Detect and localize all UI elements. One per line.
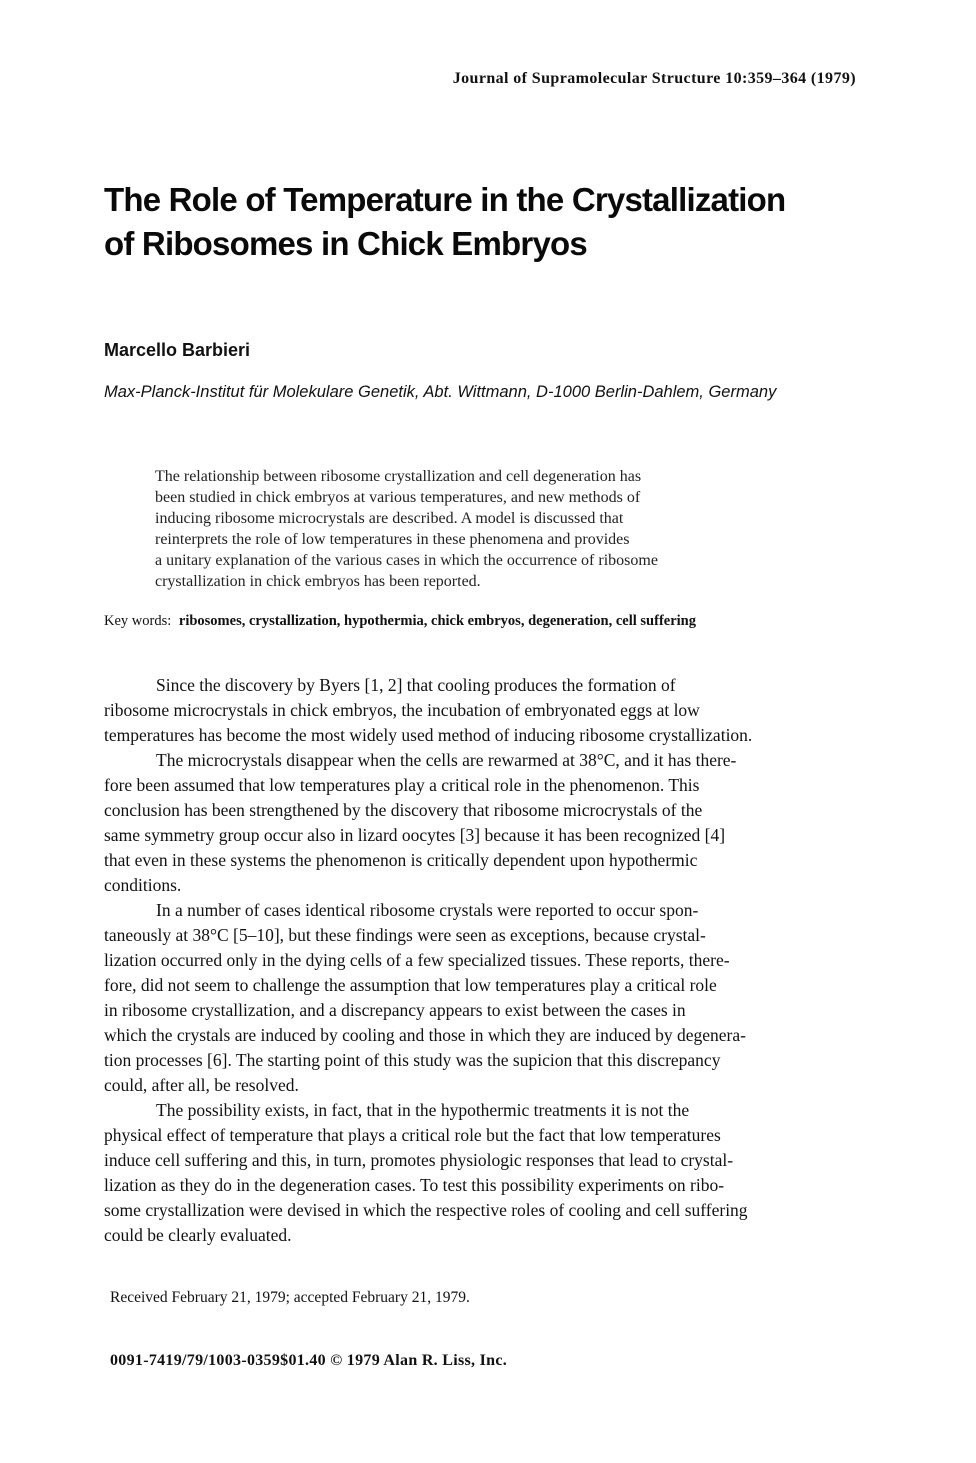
body-line: could, after all, be resolved.	[104, 1075, 299, 1095]
body-line: lization as they do in the degeneration cases. To test this possibility experiments on ribo-	[104, 1175, 725, 1195]
article-title: The Role of Temperature in the Crystallization of Ribosomes in Chick Embryos	[104, 181, 786, 262]
body-line: physical effect of temperature that plays a critical role but the fact that low temperatures	[104, 1125, 721, 1145]
journal-header: Journal of Supramolecular Structure 10:359–364 (1979)	[452, 70, 856, 87]
body-line: in ribosome crystallization, and a discrepancy appears to exist between the cases in	[104, 1000, 686, 1020]
body-line: conditions.	[104, 875, 182, 895]
body-line: Since the discovery by Byers [1, 2] that cooling produces the formation of	[156, 675, 676, 695]
body-line: that even in these systems the phenomenon is critically dependent upon hypothermic	[104, 850, 698, 870]
keywords	[104, 613, 884, 630]
body-line: temperatures has become the most widely used method of inducing ribosome crystallization.	[104, 725, 753, 745]
body-line: The possibility exists, in fact, that in the hypothermic treatments it is not the	[156, 1100, 690, 1120]
body-line: induce cell suffering and this, in turn, promotes physiologic responses that lead to crystal-	[104, 1150, 734, 1170]
body-line: tion processes [6]. The starting point of this study was the supicion that this discrepancy	[104, 1050, 721, 1070]
author-name: Marcello Barbieri	[104, 340, 251, 360]
keywords-values: ribosomes, crystallization, hypothermia, chick embryos, degeneration, cell suffering	[178, 613, 696, 629]
abstract-line: been studied in chick embryos at various temperatures, and new methods of	[155, 489, 641, 506]
body-line: ribosome microcrystals in chick embryos, the incubation of embryonated eggs at low	[104, 700, 700, 720]
body-line: some crystallization were devised in which the respective roles of cooling and cell suffering	[104, 1200, 748, 1220]
body-line: fore been assumed that low temperatures play a critical role in the phenomenon. This	[104, 775, 700, 795]
keywords-label: Key words:	[104, 613, 172, 629]
body-line: lization occurred only in the dying cells of a few specialized tissues. These reports, there-	[104, 950, 730, 970]
body-line: could be clearly evaluated.	[104, 1225, 292, 1245]
copyright-line: 0091-7419/79/1003-0359$01.40 © 1979 Alan R. Liss, Inc.	[110, 1352, 508, 1369]
abstract-line: crystallization in chick embryos has been reported.	[155, 573, 481, 590]
body-line: which the crystals are induced by cooling and those in which they are induced by degenera-	[104, 1025, 746, 1045]
body-line: conclusion has been strengthened by the discovery that ribosome microcrystals of the	[104, 800, 703, 820]
received-date: Received February 21, 1979; accepted February 21, 1979.	[110, 1289, 470, 1306]
abstract-line: inducing ribosome microcrystals are described. A model is discussed that	[155, 510, 624, 527]
body-line: same symmetry group occur also in lizard oocytes [3] because it has been recognized [4]	[104, 825, 726, 845]
abstract-line: a unitary explanation of the various cases in which the occurrence of ribosome	[155, 552, 658, 569]
body-text	[104, 673, 884, 1248]
author-affiliation: Max-Planck-Institut für Molekulare Genetik, Abt. Wittmann, D-1000 Berlin-Dahlem, Germany	[104, 383, 777, 401]
body-line: fore, did not seem to challenge the assumption that low temperatures play a critical role	[104, 975, 717, 995]
body-line: taneously at 38°C [5–10], but these findings were seen as exceptions, because crystal-	[104, 925, 706, 945]
abstract-line: The relationship between ribosome crystallization and cell degeneration has	[155, 468, 642, 485]
body-line: In a number of cases identical ribosome crystals were reported to occur spon-	[156, 900, 699, 920]
abstract-line: reinterprets the role of low temperatures in these phenomena and provides	[155, 531, 630, 548]
abstract	[155, 466, 835, 592]
body-line: The microcrystals disappear when the cells are rewarmed at 38°C, and it has there-	[156, 750, 737, 770]
